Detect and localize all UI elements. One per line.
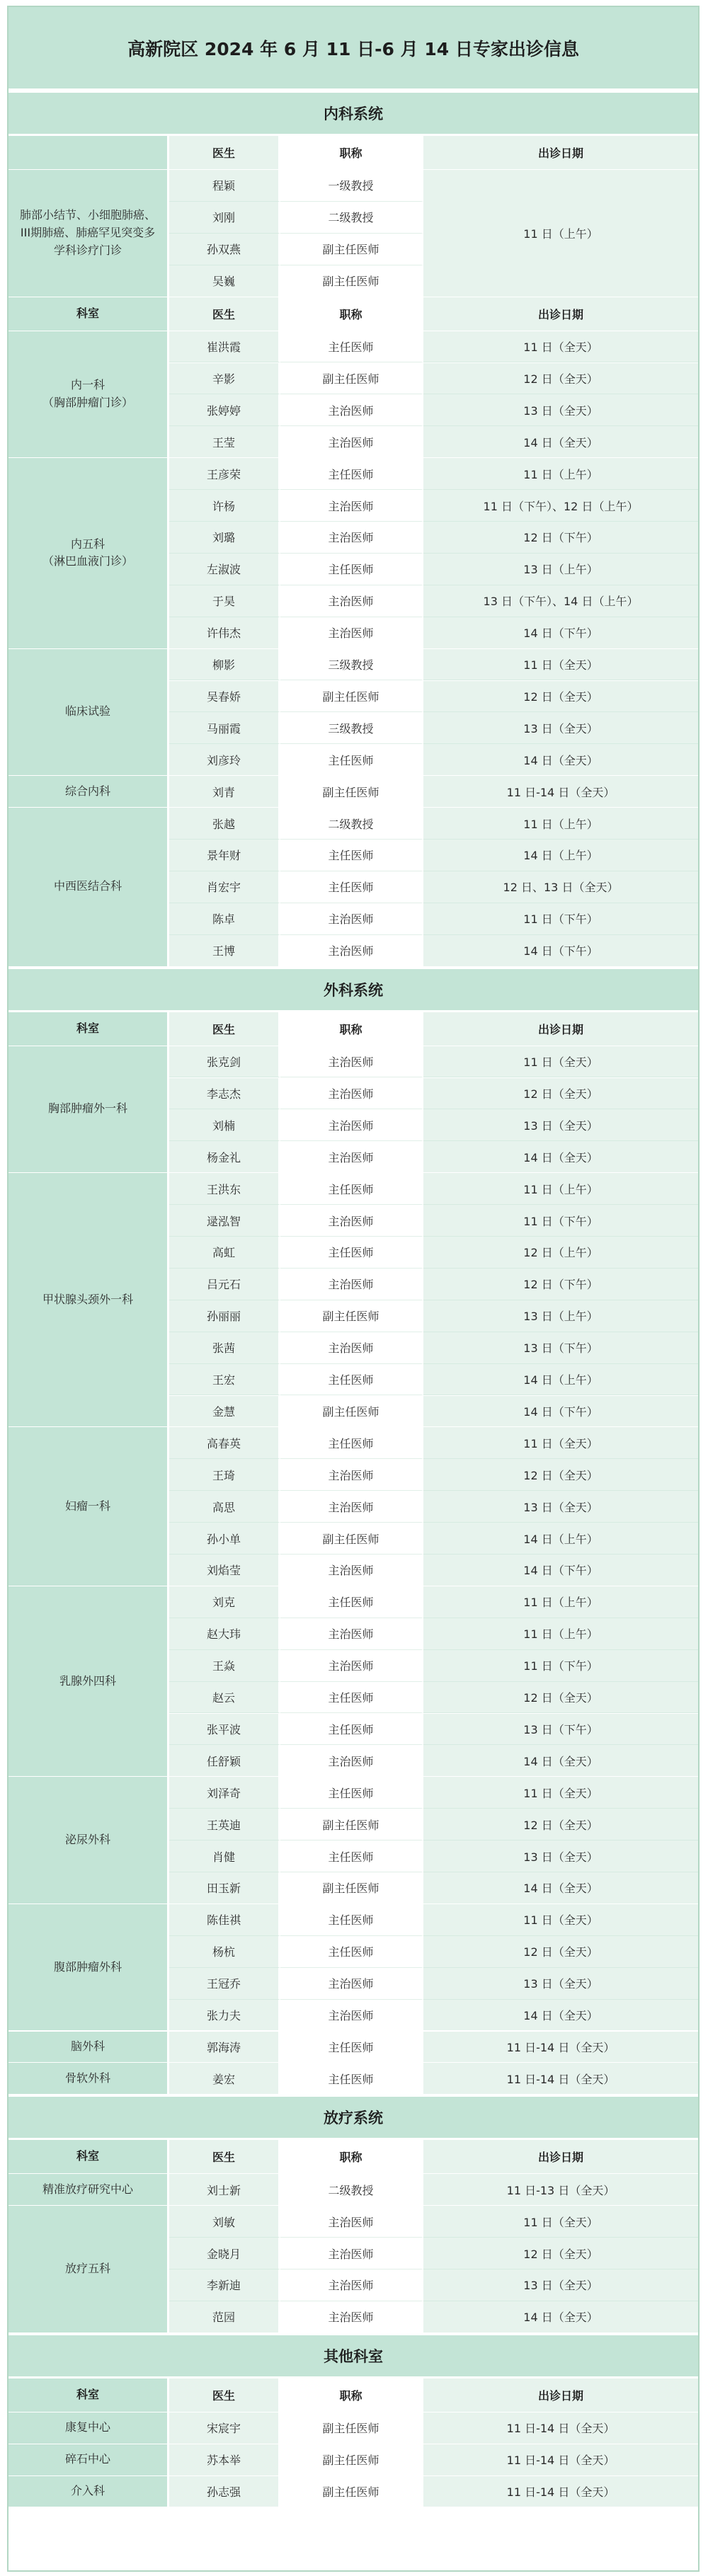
- doctor-cell: 张婷婷: [169, 394, 280, 426]
- dept-cell: 胸部肿瘤外一科: [8, 1046, 169, 1174]
- title-cell: 主治医师: [280, 1332, 423, 1364]
- title-cell: 主治医师: [280, 1491, 423, 1523]
- date-cell: 14 日（下午）: [423, 617, 698, 649]
- title-cell: 一级教授: [280, 170, 423, 202]
- title-cell: 主治医师: [280, 1141, 423, 1173]
- date-cell: 11 日（上午）: [423, 458, 698, 490]
- dept-cell: 综合内科: [8, 776, 169, 808]
- date-cell: 13 日（全天）: [423, 712, 698, 744]
- title-cell: 主治医师: [280, 903, 423, 935]
- doctor-cell: 张力夫: [169, 2000, 280, 2032]
- title-cell: 主治医师: [280, 2269, 423, 2301]
- date-cell: 12 日（下午）: [423, 522, 698, 554]
- header-date: 出诊日期: [423, 136, 698, 170]
- doctor-cell: 宋宸宇: [169, 2412, 280, 2444]
- doctor-cell: 景年财: [169, 840, 280, 871]
- doctor-cell: 吕元石: [169, 1269, 280, 1300]
- title-cell: 主任医师: [280, 1714, 423, 1746]
- title-cell: 主任医师: [280, 1173, 423, 1205]
- dept-cell: 放疗五科: [8, 2206, 169, 2333]
- doctor-cell: 李新迪: [169, 2269, 280, 2301]
- title-cell: 主治医师: [280, 1650, 423, 1682]
- section-header: 放疗系统: [8, 2095, 698, 2140]
- date-cell: 14 日（全天）: [423, 744, 698, 776]
- date-cell: 11 日-13 日（全天）: [423, 2174, 698, 2206]
- date-cell: 14 日（全天）: [423, 1141, 698, 1173]
- header-date: 出诊日期: [423, 297, 698, 331]
- date-cell: 13 日（全天）: [423, 1109, 698, 1141]
- title-cell: 主治医师: [280, 1745, 423, 1777]
- doctor-cell: 刘泽奇: [169, 1777, 280, 1809]
- date-cell: 14 日（全天）: [423, 1745, 698, 1777]
- title-cell: 副主任医师: [280, 1809, 423, 1841]
- date-cell: 11 日（上午）: [423, 1618, 698, 1650]
- doctor-cell: 吴春娇: [169, 681, 280, 713]
- date-cell: 11 日（下午）: [423, 1650, 698, 1682]
- doctor-cell: 王博: [169, 935, 280, 967]
- doctor-cell: 程颖: [169, 170, 280, 202]
- title-cell: 副主任医师: [280, 2412, 423, 2444]
- title-cell: 主治医师: [280, 2000, 423, 2032]
- header-date: 出诊日期: [423, 2378, 698, 2412]
- title-cell: 副主任医师: [280, 1523, 423, 1555]
- title-cell: 副主任医师: [280, 776, 423, 808]
- title-cell: 主任医师: [280, 1682, 423, 1714]
- header-title: 职称: [280, 2378, 423, 2412]
- doctor-cell: 刘克: [169, 1586, 280, 1618]
- date-cell: 12 日（全天）: [423, 363, 698, 395]
- date-cell: 11 日-14 日（全天）: [423, 776, 698, 808]
- date-cell: 13 日（全天）: [423, 394, 698, 426]
- title-cell: 主治医师: [280, 2238, 423, 2269]
- doctor-cell: 肖健: [169, 1841, 280, 1872]
- dept-cell: 精准放疗研究中心: [8, 2174, 169, 2206]
- title-cell: 主任医师: [280, 840, 423, 871]
- date-cell: 11 日（全天）: [423, 649, 698, 681]
- header-date: 出诊日期: [423, 1012, 698, 1046]
- date-cell: 14 日（全天）: [423, 1872, 698, 1904]
- title-cell: 主治医师: [280, 1109, 423, 1141]
- date-cell: 14 日（全天）: [423, 2301, 698, 2333]
- dept-cell: 甲状腺头颈外一科: [8, 1173, 169, 1427]
- dept-cell: 腹部肿瘤外科: [8, 1904, 169, 2032]
- date-cell: 11 日（下午）: [423, 1205, 698, 1237]
- date-cell: 13 日（全天）: [423, 1491, 698, 1523]
- header-title: 职称: [280, 2140, 423, 2174]
- doctor-cell: 张茜: [169, 1332, 280, 1364]
- date-cell: 11 日-14 日（全天）: [423, 2476, 698, 2508]
- header-doctor: 医生: [169, 2378, 280, 2412]
- title-cell: 主治医师: [280, 490, 423, 522]
- doctor-cell: 逯泓智: [169, 1205, 280, 1237]
- title-cell: 三级教授: [280, 712, 423, 744]
- doctor-cell: 赵大玮: [169, 1618, 280, 1650]
- dept-cell: 内五科 （淋巴血液门诊）: [8, 458, 169, 648]
- dept-cell: 中西医结合科: [8, 808, 169, 967]
- title-cell: 主治医师: [280, 1618, 423, 1650]
- doctor-cell: 姜宏: [169, 2063, 280, 2095]
- date-cell: 13 日（全天）: [423, 2269, 698, 2301]
- title-cell: 主任医师: [280, 1427, 423, 1459]
- dept-cell: 碎石中心: [8, 2444, 169, 2476]
- header-dept: 科室: [8, 1012, 169, 1046]
- header-doctor: 医生: [169, 136, 280, 170]
- doctor-cell: 任舒颖: [169, 1745, 280, 1777]
- title-cell: 主治医师: [280, 522, 423, 554]
- doctor-cell: 王冠乔: [169, 1968, 280, 2000]
- doctor-cell: 王洪东: [169, 1173, 280, 1205]
- doctor-cell: 苏本举: [169, 2444, 280, 2476]
- doctor-cell: 刘敏: [169, 2206, 280, 2238]
- dept-cell: 康复中心: [8, 2412, 169, 2444]
- title-cell: 主治医师: [280, 585, 423, 617]
- doctor-cell: 金晓月: [169, 2238, 280, 2269]
- date-cell: 11 日（上午）: [423, 808, 698, 840]
- date-cell: 12 日（全天）: [423, 1682, 698, 1714]
- title-cell: 副主任医师: [280, 1872, 423, 1904]
- title-cell: 主任医师: [280, 2032, 423, 2063]
- doctor-cell: 杨金礼: [169, 1141, 280, 1173]
- doctor-cell: 高思: [169, 1491, 280, 1523]
- doctor-cell: 高春英: [169, 1427, 280, 1459]
- date-cell: 13 日（下午）: [423, 1332, 698, 1364]
- doctor-cell: 王彦荣: [169, 458, 280, 490]
- header-doctor: 医生: [169, 2140, 280, 2174]
- doctor-cell: 刘璐: [169, 522, 280, 554]
- title-cell: 主治医师: [280, 1078, 423, 1110]
- dept-cell: 骨软外科: [8, 2063, 169, 2095]
- dept-cell: 泌尿外科: [8, 1777, 169, 1904]
- header-title: 职称: [280, 136, 423, 170]
- date-cell: 11 日（全天）: [423, 1777, 698, 1809]
- doctor-cell: 吴巍: [169, 265, 280, 297]
- doctor-cell: 于昊: [169, 585, 280, 617]
- title-cell: 二级教授: [280, 808, 423, 840]
- doctor-cell: 刘刚: [169, 202, 280, 234]
- date-cell: 12 日（下午）: [423, 1269, 698, 1300]
- title-cell: 主治医师: [280, 2301, 423, 2333]
- doctor-cell: 孙双燕: [169, 234, 280, 265]
- page-title: 高新院区 2024 年 6 月 11 日-6 月 14 日专家出诊信息: [8, 7, 698, 91]
- title-cell: 主任医师: [280, 1904, 423, 1936]
- dept-cell: 妇瘤一科: [8, 1427, 169, 1586]
- date-cell: 12 日（全天）: [423, 1078, 698, 1110]
- title-cell: 主任医师: [280, 331, 423, 363]
- schedule-table: [7, 6, 700, 2572]
- doctor-cell: 张越: [169, 808, 280, 840]
- dept-cell: 临床试验: [8, 649, 169, 777]
- doctor-cell: 刘焰莹: [169, 1555, 280, 1586]
- date-cell: 14 日（全天）: [423, 426, 698, 458]
- date-cell: 11 日（下午）、12 日（上午）: [423, 490, 698, 522]
- header-doctor: 医生: [169, 1012, 280, 1046]
- title-cell: 主任医师: [280, 458, 423, 490]
- date-cell: 11 日（全天）: [423, 1427, 698, 1459]
- title-cell: 主治医师: [280, 935, 423, 967]
- doctor-cell: 刘士新: [169, 2174, 280, 2206]
- date-cell: 11 日（全天）: [423, 1904, 698, 1936]
- title-cell: 二级教授: [280, 2174, 423, 2206]
- title-cell: 主治医师: [280, 1269, 423, 1300]
- section-header: 内科系统: [8, 91, 698, 136]
- doctor-cell: 孙小单: [169, 1523, 280, 1555]
- date-cell: 12 日（全天）: [423, 1459, 698, 1491]
- header-doctor: 医生: [169, 297, 280, 331]
- date-cell: 14 日（上午）: [423, 1364, 698, 1396]
- dept-cell: 肺部小结节、小细胞肺癌、III期肺癌、肺癌罕见突变多学科诊疗门诊: [8, 170, 169, 297]
- title-cell: 主任医师: [280, 1237, 423, 1269]
- title-cell: 副主任医师: [280, 2444, 423, 2476]
- doctor-cell: 杨杭: [169, 1936, 280, 1968]
- doctor-cell: 孙丽丽: [169, 1300, 280, 1332]
- date-cell: 11 日（全天）: [423, 2206, 698, 2238]
- title-cell: 副主任医师: [280, 1396, 423, 1428]
- title-cell: 副主任医师: [280, 234, 423, 265]
- section-header: 外科系统: [8, 967, 698, 1012]
- doctor-cell: 许伟杰: [169, 617, 280, 649]
- header-dept-empty: [8, 136, 169, 170]
- doctor-cell: 崔洪霞: [169, 331, 280, 363]
- doctor-cell: 郭海涛: [169, 2032, 280, 2063]
- title-cell: 主治医师: [280, 1046, 423, 1078]
- doctor-cell: 张平波: [169, 1714, 280, 1746]
- header-dept: 科室: [8, 2140, 169, 2174]
- doctor-cell: 陈卓: [169, 903, 280, 935]
- title-cell: 主治医师: [280, 1555, 423, 1586]
- date-cell: 14 日（全天）: [423, 2000, 698, 2032]
- title-cell: 主治医师: [280, 617, 423, 649]
- title-cell: 主治医师: [280, 1459, 423, 1491]
- date-cell: 11 日-14 日（全天）: [423, 2412, 698, 2444]
- dept-cell: 内一科 （胸部肿瘤门诊）: [8, 331, 169, 459]
- title-cell: 主治医师: [280, 2206, 423, 2238]
- doctor-cell: 孙志强: [169, 2476, 280, 2508]
- doctor-cell: 左淑波: [169, 554, 280, 585]
- date-cell: 12 日（上午）: [423, 1237, 698, 1269]
- header-dept: 科室: [8, 2378, 169, 2412]
- title-cell: 二级教授: [280, 202, 423, 234]
- doctor-cell: 范园: [169, 2301, 280, 2333]
- doctor-cell: 柳影: [169, 649, 280, 681]
- doctor-cell: 王英迪: [169, 1809, 280, 1841]
- title-cell: 主任医师: [280, 1364, 423, 1396]
- date-cell: 13 日（全天）: [423, 1968, 698, 2000]
- doctor-cell: 刘楠: [169, 1109, 280, 1141]
- title-cell: 副主任医师: [280, 265, 423, 297]
- title-cell: 主任医师: [280, 871, 423, 903]
- date-cell: 14 日（下午）: [423, 935, 698, 967]
- date-cell: 13 日（上午）: [423, 554, 698, 585]
- date-cell: 11 日（全天）: [423, 331, 698, 363]
- doctor-cell: 田玉新: [169, 1872, 280, 1904]
- date-cell: 14 日（下午）: [423, 1396, 698, 1428]
- doctor-cell: 刘青: [169, 776, 280, 808]
- date-cell: 12 日（全天）: [423, 1936, 698, 1968]
- date-cell: 13 日（全天）: [423, 1841, 698, 1872]
- date-cell: 14 日（下午）: [423, 1555, 698, 1586]
- date-cell: 11 日（上午）: [423, 1173, 698, 1205]
- doctor-cell: 王琦: [169, 1459, 280, 1491]
- date-cell: 12 日（全天）: [423, 2238, 698, 2269]
- doctor-cell: 王焱: [169, 1650, 280, 1682]
- title-cell: 主治医师: [280, 1968, 423, 2000]
- title-cell: 副主任医师: [280, 681, 423, 713]
- dept-cell: 介入科: [8, 2476, 169, 2508]
- title-cell: 主任医师: [280, 1936, 423, 1968]
- title-cell: 副主任医师: [280, 363, 423, 395]
- title-cell: 主治医师: [280, 1205, 423, 1237]
- title-cell: 主治医师: [280, 426, 423, 458]
- title-cell: 副主任医师: [280, 2476, 423, 2508]
- date-cell: 11 日-14 日（全天）: [423, 2444, 698, 2476]
- date-cell: 13 日（上午）: [423, 1300, 698, 1332]
- dept-cell: 脑外科: [8, 2032, 169, 2063]
- title-cell: 主任医师: [280, 744, 423, 776]
- title-cell: 主任医师: [280, 1586, 423, 1618]
- doctor-cell: 陈佳祺: [169, 1904, 280, 1936]
- doctor-cell: 刘彦玲: [169, 744, 280, 776]
- doctor-cell: 赵云: [169, 1682, 280, 1714]
- date-cell: 11 日（下午）: [423, 903, 698, 935]
- date-cell: 11 日（全天）: [423, 1046, 698, 1078]
- doctor-cell: 王宏: [169, 1364, 280, 1396]
- doctor-cell: 辛影: [169, 363, 280, 395]
- title-cell: 主任医师: [280, 554, 423, 585]
- section-header: 其他科室: [8, 2333, 698, 2378]
- doctor-cell: 马丽霞: [169, 712, 280, 744]
- date-cell: 11 日（上午）: [423, 1586, 698, 1618]
- doctor-cell: 张克剑: [169, 1046, 280, 1078]
- title-cell: 主任医师: [280, 2063, 423, 2095]
- header-title: 职称: [280, 297, 423, 331]
- doctor-cell: 李志杰: [169, 1078, 280, 1110]
- date-cell: 13 日（下午）、14 日（上午）: [423, 585, 698, 617]
- title-cell: 主任医师: [280, 1841, 423, 1872]
- dept-cell: 乳腺外四科: [8, 1586, 169, 1777]
- title-cell: 副主任医师: [280, 1300, 423, 1332]
- date-cell: 11 日（上午）: [423, 170, 698, 297]
- title-cell: 主治医师: [280, 394, 423, 426]
- date-cell: 12 日、13 日（全天）: [423, 871, 698, 903]
- date-cell: 11 日-14 日（全天）: [423, 2032, 698, 2063]
- date-cell: 11 日-14 日（全天）: [423, 2063, 698, 2095]
- doctor-cell: 王莹: [169, 426, 280, 458]
- doctor-cell: 金慧: [169, 1396, 280, 1428]
- header-dept: 科室: [8, 297, 169, 331]
- doctor-cell: 高虹: [169, 1237, 280, 1269]
- date-cell: 14 日（上午）: [423, 840, 698, 871]
- doctor-cell: 肖宏宇: [169, 871, 280, 903]
- doctor-cell: 许杨: [169, 490, 280, 522]
- date-cell: 12 日（全天）: [423, 1809, 698, 1841]
- date-cell: 14 日（上午）: [423, 1523, 698, 1555]
- header-date: 出诊日期: [423, 2140, 698, 2174]
- date-cell: 12 日（全天）: [423, 681, 698, 713]
- date-cell: 13 日（下午）: [423, 1714, 698, 1746]
- title-cell: 主任医师: [280, 1777, 423, 1809]
- title-cell: 三级教授: [280, 649, 423, 681]
- header-title: 职称: [280, 1012, 423, 1046]
